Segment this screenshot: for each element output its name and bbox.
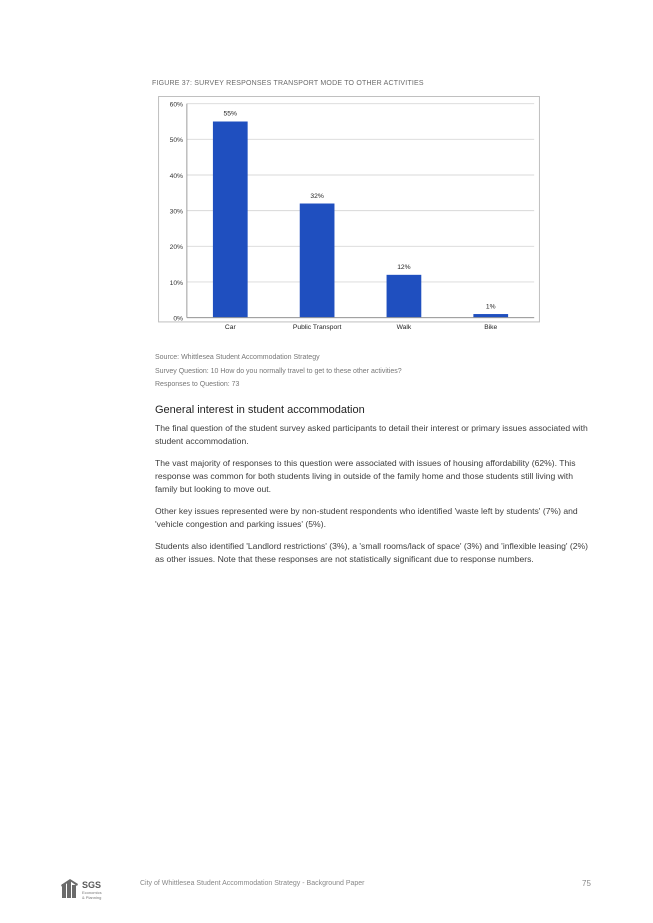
bar-bike bbox=[473, 314, 508, 318]
data-label: 1% bbox=[485, 303, 496, 311]
survey-question-line: Survey Question: 10 How do you normally travel to get to these other activities? bbox=[155, 368, 402, 375]
data-label: 32% bbox=[310, 192, 324, 200]
x-tick-label: Bike bbox=[484, 324, 498, 332]
x-tick-label: Car bbox=[224, 324, 236, 332]
y-tick-label: 10% bbox=[169, 279, 184, 287]
data-label: 12% bbox=[397, 264, 411, 272]
page-number: 75 bbox=[582, 879, 591, 888]
bar-walk bbox=[387, 275, 422, 318]
source-line: Source: Whittlesea Student Accommodation Strategy bbox=[155, 354, 320, 361]
footer-text: City of Whittlesea Student Accommodation Strategy - Background Paper bbox=[140, 880, 365, 887]
y-tick-label: 0% bbox=[173, 315, 184, 323]
x-tick-label: Public Transport bbox=[292, 324, 342, 332]
logo-sub-1: Economics bbox=[82, 890, 102, 895]
paragraph-3: Other key issues represented were by non-student respondents who identified 'waste left by students' (7%) and 'vehicle congestion and parking issues' (5%). bbox=[155, 506, 578, 530]
logo-name: SGS bbox=[82, 880, 102, 890]
y-tick-label: 30% bbox=[169, 208, 184, 216]
y-tick-label: 50% bbox=[169, 137, 184, 145]
data-label: 55% bbox=[223, 110, 237, 118]
responses-count-line: Responses to Question: 73 bbox=[155, 381, 240, 388]
paragraph-2: The vast majority of responses to this question were associated with issues of housing affordability (62%). This response was common for both students living in outside of the family home and those students still living with family but looking to move out. bbox=[155, 458, 576, 495]
section-heading: General interest in student accommodation bbox=[155, 404, 365, 416]
paragraph-4: Students also identified 'Landlord restrictions' (3%), a 'small rooms/lack of space' (3%) and 'inflexible leasing' (2%) as other issues. Note that these responses are not statistically significant due to response numbers. bbox=[155, 541, 589, 565]
sgs-logo-icon bbox=[60, 876, 112, 902]
bar-chart bbox=[150, 96, 548, 332]
y-tick-label: 40% bbox=[169, 172, 184, 180]
x-tick-label: Walk bbox=[396, 324, 412, 332]
y-tick-label: 60% bbox=[169, 101, 184, 109]
figure-caption: FIGURE 37: SURVEY RESPONSES TRANSPORT MODE TO OTHER ACTIVITIES bbox=[152, 80, 424, 87]
y-tick-label: 20% bbox=[169, 244, 184, 252]
bar-car bbox=[213, 122, 248, 318]
bar-public-transport bbox=[300, 204, 335, 318]
logo-sub-2: & Planning bbox=[82, 895, 102, 900]
paragraph-1: The final question of the student survey asked participants to detail their interest or primary issues associated with student accommodation. bbox=[155, 423, 588, 447]
